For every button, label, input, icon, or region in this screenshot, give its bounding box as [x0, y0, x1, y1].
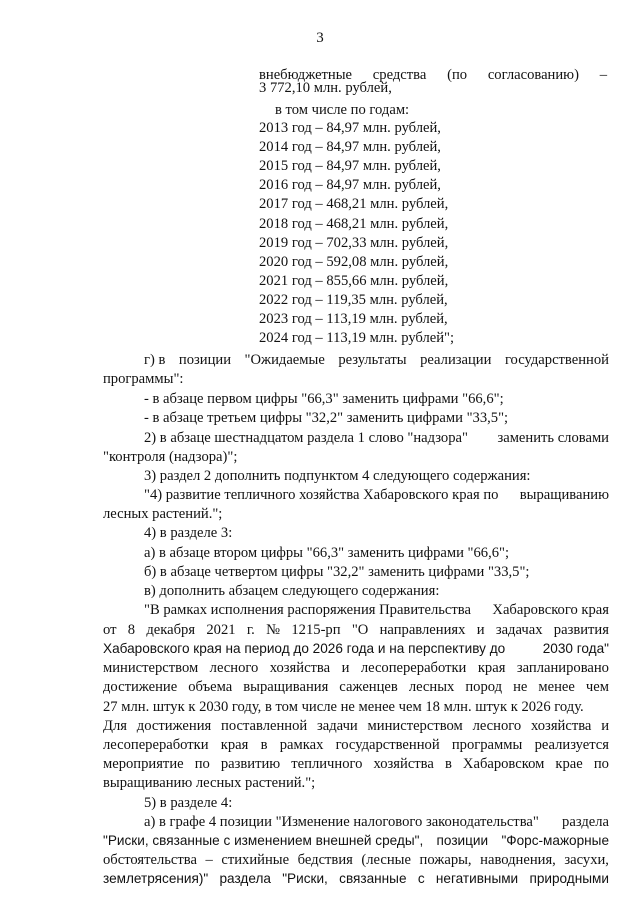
funding-year-line: 2017 год – 468,21 млн. рублей, [259, 196, 449, 213]
word: не [513, 679, 528, 695]
word: программы [451, 737, 523, 753]
item-4-a: а) в абзаце втором цифры "66,3" заменить цифрами "66,6"; [144, 545, 510, 561]
funding-year-line: 2013 год – 84,97 млн. рублей, [259, 120, 441, 136]
word: пожары, [419, 852, 472, 868]
item-2-line-1 [144, 429, 609, 447]
word: реализуется [534, 737, 609, 753]
word: а) в графе 4 позиции "Изменение налогового законодательства" [144, 814, 539, 830]
word: хозяйства [269, 660, 331, 676]
word: хозяйства [373, 756, 434, 772]
word: позиции [436, 833, 489, 848]
word: раздела [219, 871, 271, 886]
word: негативными [435, 871, 519, 886]
item-g-b: - в абзаце третьем цифры "32,2" заменить цифрами "33,5"; [144, 410, 509, 426]
word: (лесные [361, 852, 411, 868]
item-4-c: в) дополнить абзацем следующего содержания: [144, 583, 440, 599]
word: декабря [146, 622, 196, 638]
word: и [476, 622, 485, 638]
funding-year-line: 2018 год – 468,21 млн. рублей, [259, 215, 449, 232]
word: края [477, 660, 506, 676]
word: менее [538, 679, 575, 695]
word: "Риски, связанные с изменением внешней среды", [103, 833, 424, 848]
word: задачах [495, 622, 543, 638]
word: края [220, 737, 249, 753]
quote-line-5 [103, 678, 609, 696]
page-number: 3 [316, 30, 324, 46]
item-5: 5) в разделе 4: [144, 795, 233, 811]
word: Хабаровского края на период до 2026 года и на перспективу до [103, 641, 506, 656]
word: мероприятие [103, 756, 184, 772]
word: – [205, 852, 213, 868]
item-g-line-2: программы": [103, 371, 184, 387]
word: г. [246, 622, 255, 638]
word: г) в [144, 352, 166, 368]
word: министерством [103, 660, 199, 676]
word: стихийные [221, 852, 290, 868]
word: 2) в абзаце шестнадцатом раздела 1 слово "надзора" [144, 430, 468, 446]
word: поставленной [221, 718, 308, 734]
word: направлениях [379, 622, 466, 638]
word: выращиванию [519, 487, 609, 503]
funding-year-line: 2021 год – 855,66 млн. рублей, [259, 272, 449, 289]
funding-total: 3 772,10 млн. рублей, [259, 80, 392, 96]
item-3-quote-line-1 [144, 486, 609, 504]
word: по [194, 756, 210, 772]
word: 1215-рп [291, 622, 341, 638]
word: лесного [209, 660, 259, 676]
word: лесных [408, 679, 455, 695]
quote-line-3 [103, 640, 609, 658]
word: засухи, [564, 852, 609, 868]
word: обстоятельства [103, 852, 197, 868]
word: развитию [220, 756, 281, 772]
word: развития [553, 622, 609, 638]
word: реализации [420, 352, 492, 368]
word: результаты [338, 352, 407, 368]
word: наводнения, [480, 852, 556, 868]
quote-line-6: 27 млн. штук к 2030 году, в том числе не менее чем 18 млн. штук к 2026 году. [103, 699, 584, 715]
word: бедствия [297, 852, 353, 868]
word: лесного [472, 718, 522, 734]
word: тепличного [291, 756, 363, 772]
word: государственной [335, 737, 440, 753]
word: в [444, 756, 452, 772]
funding-year-line: 2022 год – 119,35 млн. рублей, [259, 291, 448, 308]
word: № [266, 622, 281, 638]
item-4: 4) в разделе 3: [144, 525, 233, 541]
word: заменить словами [497, 430, 609, 446]
funding-by-years: в том числе по годам: [275, 102, 410, 118]
item-g-line-1 [144, 351, 609, 369]
quote-line-10: выращиванию лесных растений."; [103, 775, 316, 791]
word: выращивания [243, 679, 329, 695]
word: крае [555, 756, 583, 772]
word: с [417, 871, 425, 886]
word: чем [585, 679, 609, 695]
word: рамках [279, 737, 324, 753]
quote-line-2 [103, 621, 609, 639]
word: землетрясения)" [103, 871, 209, 886]
word: природными [529, 871, 609, 886]
word: государственной [504, 352, 609, 368]
funding-year-line: 2023 год – 113,19 млн. рублей, [259, 311, 448, 327]
word: – [599, 67, 607, 83]
word: достижения [136, 718, 212, 734]
quote-line-4 [103, 659, 609, 677]
word: согласованию) [487, 67, 579, 83]
word: пород [465, 679, 503, 695]
funding-year-line: 2024 год – 113,19 млн. рублей"; [259, 330, 455, 347]
funding-year-line: 2016 год – 84,97 млн. рублей, [259, 177, 441, 194]
word: и [341, 660, 350, 676]
word: "Ожидаемые [244, 352, 325, 368]
item-3-quote-line-2: лесных растений."; [103, 506, 223, 522]
quote-line-9 [103, 755, 609, 773]
word: хозяйства [531, 718, 592, 734]
word: в [260, 737, 268, 753]
quote-line-1 [144, 601, 609, 619]
word: саженцев [339, 679, 398, 695]
item-5-a-line-2 [103, 832, 609, 850]
funding-year-line: 2014 год – 84,97 млн. рублей, [259, 139, 441, 156]
word: по [593, 756, 609, 772]
word: внебюджетные [259, 67, 353, 83]
word: министерством [367, 718, 463, 734]
word: Хабаровском [462, 756, 545, 772]
funding-year-line: 2015 год – 84,97 млн. рублей, [259, 158, 441, 175]
word: средства [372, 67, 427, 83]
item-2-line-2: "контроля (надзора)"; [103, 449, 238, 465]
word: (по [447, 67, 468, 83]
quote-line-8 [103, 736, 609, 754]
funding-year-line: 2020 год – 592,08 млн. рублей, [259, 253, 449, 270]
item-5-a-line-3 [103, 851, 609, 869]
word: "Форс-мажорные [501, 833, 609, 848]
word: 2021 [206, 622, 236, 638]
word: 2030 года" [542, 641, 609, 656]
word: достижение [103, 679, 178, 695]
word: "В рамках исполнения распоряжения Правительства [144, 602, 471, 618]
funding-year-line: 2019 год – 702,33 млн. рублей, [259, 234, 449, 251]
word: 8 [127, 622, 136, 638]
word: запланировано [516, 660, 609, 676]
item-4-b: б) в абзаце четвертом цифры "32,2" заменить цифрами "33,5"; [144, 564, 530, 580]
item-5-a-line-1 [144, 813, 609, 831]
item-5-a-line-4 [103, 870, 609, 888]
word: и [601, 718, 609, 734]
word: Для [103, 718, 127, 734]
word: от [103, 622, 117, 638]
item-g-a: - в абзаце первом цифры "66,3" заменить цифрами "66,6"; [144, 391, 504, 407]
word: объема [188, 679, 233, 695]
word: "4) развитие тепличного хозяйства Хабаровского края по [144, 487, 499, 503]
word: раздела [562, 814, 609, 830]
word: позиции [178, 352, 232, 368]
word: "О [351, 622, 369, 638]
quote-line-7 [103, 717, 609, 735]
word: связанные [339, 871, 407, 886]
word: задачи [317, 718, 358, 734]
word: лесопереработки [360, 660, 467, 676]
word: лесопереработки [103, 737, 209, 753]
word: Хабаровского края [492, 602, 609, 618]
item-3: 3) раздел 2 дополнить подпунктом 4 следующего содержания: [144, 468, 531, 484]
word: "Риски, [282, 871, 328, 886]
